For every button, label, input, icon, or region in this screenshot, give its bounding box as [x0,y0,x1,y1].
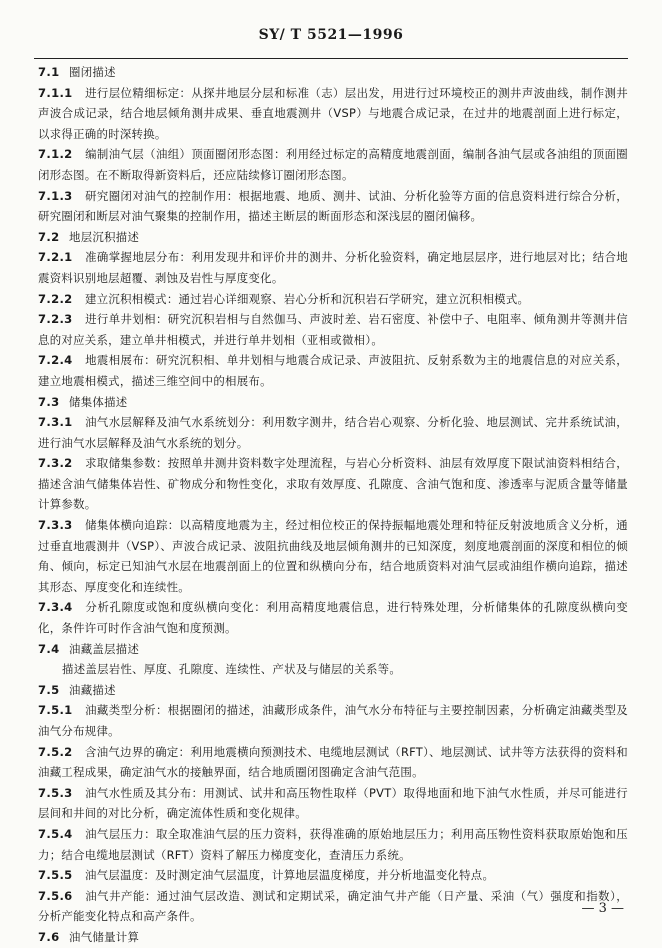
section-number: 7.3.2 [38,456,73,471]
header-rule [34,58,628,59]
section-paragraph [38,865,628,886]
section-paragraph [38,783,628,824]
section-heading [38,639,628,660]
paragraph-text: 研究圈闭对油气的控制作用：根据地震、地质、测井、试油、分析化验等方面的信息资料进行综合分析，研究圈闭和断层对油气聚集的控制作用，描述主断层的断面形态和深浅层的圈闭偏移。 [38,188,628,224]
section-title: 储集体描述 [69,394,128,409]
section-number: 7.2.4 [38,353,73,368]
section-number: 7.5.4 [38,826,73,841]
paragraph-text: 油气井产能：通过油气层改造、测试和定期试采，确定油气井产能（日产量、采油（气）强度和指数），分析产能变化特点和高产条件。 [38,888,628,924]
section-number: 7.3.4 [38,600,73,615]
paragraph-text: 描述盖层岩性、厚度、孔隙度、连续性、产状及与储层的关系等。 [62,662,402,677]
section-number: 7.3.3 [38,518,73,533]
section-heading [38,680,628,701]
section-number: 7.5.3 [38,785,73,800]
section-number: 7.2.1 [38,250,73,265]
paragraph-text: 油气层压力：取全取准油气层的压力资料，获得准确的原始地层压力；利用高压物性资料获取原始饱和压力；结合电缆地层测试（RFT）资料了解压力梯度变化，查清压力系统。 [38,826,628,862]
section-title: 地层沉积描述 [69,229,140,244]
section-number: 7.5 [38,682,60,697]
paragraph-text: 进行单井划相：研究沉积岩相与自然伽马、声波时差、岩石密度、补偿中子、电阻率、倾角测井等测井信息的对应关系，建立单井相模式，并进行单井划相（亚相或微相）。 [38,312,628,347]
paragraph-text: 进行层位精细标定：从探井地层分层和标准（志）层出发，用进行过环境校正的测井声波曲线，制作测井声波合成记录，结合地层倾角测井成果、垂直地震测井（VSP）与地震合成记录，在过井的地震剖面上进行标定，以求得正确的时深转换。 [38,85,628,141]
section-paragraph [38,700,628,741]
section-number: 7.1.1 [38,85,73,100]
paragraph-text: 准确掌握地层分布：利用发现井和评价井的测井、分析化验资料，确定地层层序，进行地层对比；结合地震资料识别地层超覆、剥蚀及岩性与厚度变化。 [38,250,628,285]
paragraph-text: 编制油气层（油组）顶面圈闭形态图：利用经过标定的高精度地震剖面，编制各油气层或各油组的顶面圈闭形态图。在不断取得新资料后，还应陆续修订圈闭形态图。 [38,147,628,182]
paragraph-text: 油藏类型分析：根据圈闭的描述，油藏形成条件，油气水分布特征与主要控制因素，分析确定油藏类型及油气分布规律。 [38,703,628,738]
paragraph-text: 建立沉积相模式：通过岩心详细观察、岩心分析和沉积岩石学研究，建立沉积相模式。 [85,291,530,306]
section-number: 7.5.5 [38,868,73,883]
section-heading [38,927,628,948]
document-header: SY/ T 5521—1996 [258,27,404,43]
section-number: 7.3.1 [38,415,73,430]
paragraph-text: 油气水层解释及油气水系统划分：利用数字测井，结合岩心观察、分析化验、地层测试、完井系统试油，进行油气水层解释及油气水系统的划分。 [38,415,628,450]
section-number: 7.5.2 [38,744,73,759]
section-paragraph [38,289,628,310]
section-number: 7.1.3 [38,188,73,203]
section-title: 圈闭描述 [69,65,116,79]
section-heading [38,227,628,248]
section-paragraph [38,350,628,391]
section-heading [38,392,628,413]
section-number: 7.2.3 [38,312,73,327]
section-paragraph [38,742,628,783]
page-number: — 3 — [581,901,624,916]
paragraph-text: 含油气边界的确定：利用地震横向预测技术、电缆地层测试（RFT）、地层测试、试井等方法获得的资料和油藏工程成果，确定油气水的接触界面，结合地质圈闭图确定含油气范围。 [38,744,628,780]
section-number: 7.1 [38,65,60,79]
section-number: 7.3 [38,394,60,409]
section-number: 7.2.2 [38,291,73,306]
section-number: 7.6 [38,929,60,944]
section-paragraph [38,659,628,680]
section-paragraph [38,453,628,515]
section-paragraph [38,83,628,145]
section-paragraph [38,824,628,865]
section-paragraph [38,309,628,350]
section-paragraph [38,186,628,227]
document-body [38,62,628,948]
paragraph-text: 分析孔隙度或饱和度纵横向变化：利用高精度地震信息，进行特殊处理，分析储集体的孔隙度纵横向变化，条件许可时作含油气饱和度预测。 [38,600,628,636]
section-title: 油气储量计算 [69,929,140,944]
section-paragraph [38,515,628,597]
section-number: 7.2 [38,229,60,244]
section-heading [38,62,628,83]
paragraph-text: 油气水性质及其分布：用测试、试井和高压物性取样（PVT）取得地面和地下油气水性质，并尽可能进行层间和井间的对比分析，确定流体性质和变化规律。 [38,785,628,821]
paragraph-text: 储集体横向追踪：以高精度地震为主，经过相位校正的保持振幅地震处理和特征反射波地质含义分析，通过垂直地震测井（VSP）、声波合成记录、波阻抗曲线及地层倾角测井的已知深度，刻度地震剖面的深度和相位的倾角、倾向，标定已知油气水层在地震剖面上的位置和纵横向分布，结合地质资料对油气层或油组作横向追踪，描述其形态、厚度变化和连续性。 [38,518,628,594]
section-number: 7.4 [38,641,60,656]
section-number: 7.5.1 [38,703,73,718]
section-paragraph [38,144,628,185]
section-paragraph [38,597,628,638]
paragraph-text: 油气层温度：及时测定油气层温度，计算地层温度梯度，并分析地温变化特点。 [85,868,495,883]
paragraph-text: 地震相展布：研究沉积相、单井划相与地震合成记录、声波阻抗、反射系数为主的地震信息的对应关系，建立地震相模式，描述三维空间中的相展布。 [38,353,628,388]
section-paragraph [38,247,628,288]
section-paragraph [38,886,628,927]
section-title: 油藏描述 [69,682,116,697]
section-number: 7.5.6 [38,888,73,903]
section-paragraph [38,412,628,453]
section-number: 7.1.2 [38,147,73,162]
paragraph-text: 求取储集参数：按照单井测井资料数字处理流程，与岩心分析资料、油层有效厚度下限试油资料相结合，描述含油气储集体岩性、矿物成分和物性变化，求取有效厚度、孔隙度、含油气饱和度、渗透率与泥质含量等储量计算参数。 [38,456,628,512]
section-title: 油藏盖层描述 [69,641,140,656]
